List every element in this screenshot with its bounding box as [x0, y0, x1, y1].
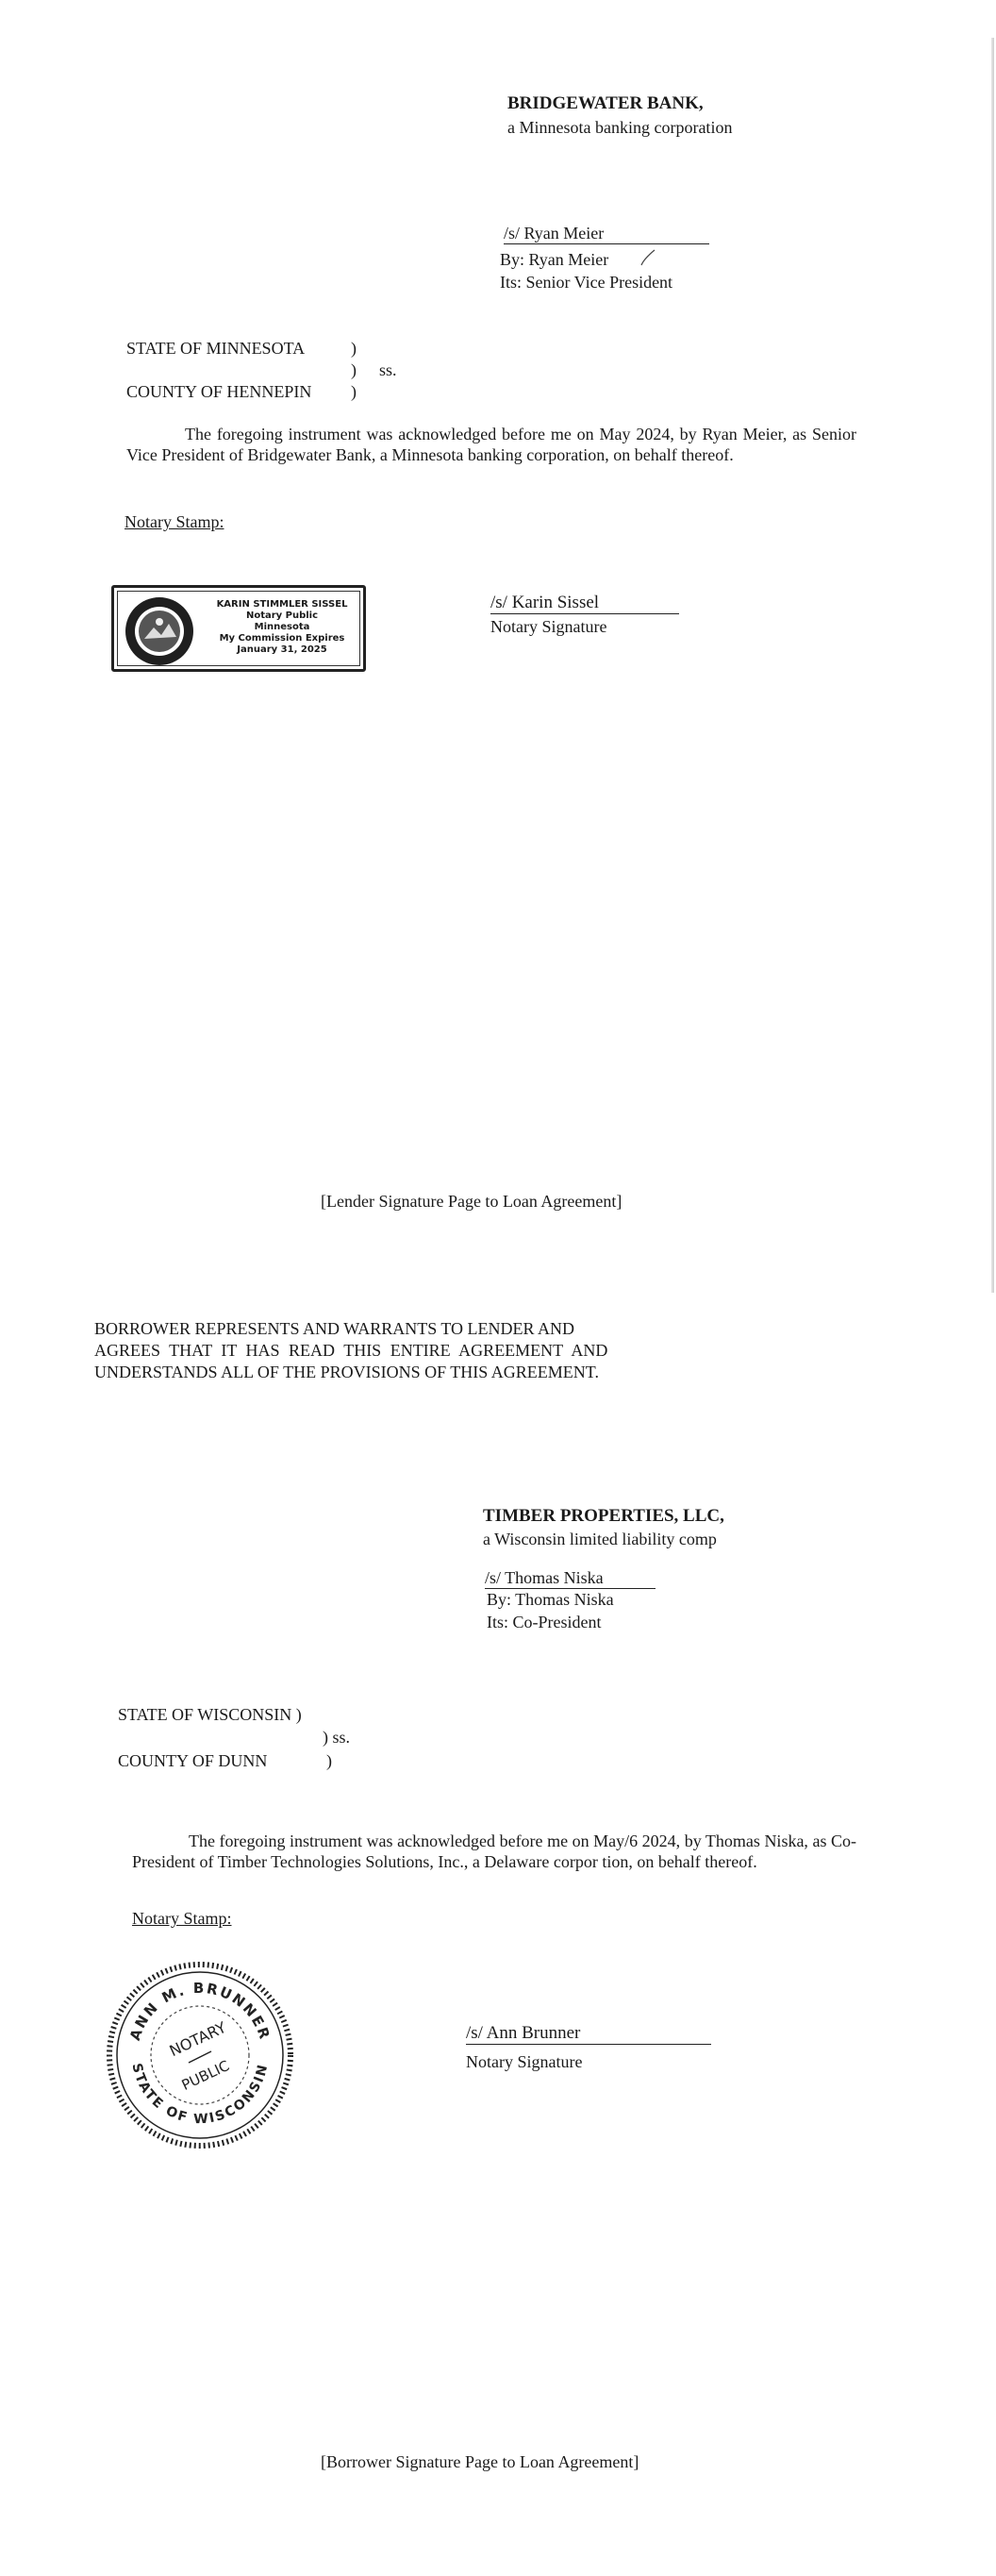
borrower-statement-line-3: UNDERSTANDS ALL OF THE PROVISIONS OF THIS AGREEMENT. — [94, 1363, 599, 1381]
lender-stamp-title: Notary Public — [245, 611, 319, 621]
lender-by-line: By: Ryan Meier — [500, 250, 609, 269]
wisconsin-notary-seal — [106, 1961, 294, 2149]
lender-venue-ss: ss. — [379, 360, 397, 379]
lender-venue-state: STATE OF MINNESOTA — [126, 339, 306, 358]
lender-notary-stamp — [111, 585, 366, 672]
borrower-page-footer: [Borrower Signature Page to Loan Agreement] — [321, 2452, 639, 2471]
lender-notary-signature-line — [490, 592, 679, 614]
borrower-venue-paren: ) — [326, 1751, 332, 1770]
borrower-statement-line-2: AGREES THAT IT HAS READ THIS ENTIRE AGREEMENT AND — [94, 1341, 608, 1360]
borrower-notary-stamp-label: Notary Stamp: — [132, 1909, 232, 1928]
lender-signature: /s/ Ryan Meier — [504, 224, 605, 243]
lender-signature-line — [504, 223, 709, 244]
borrower-its-line: Its: Co-President — [487, 1613, 602, 1631]
lender-entity-name: BRIDGEWATER BANK, — [507, 93, 704, 113]
borrower-venue-ss: ) ss. — [323, 1728, 351, 1747]
lender-venue-paren-3: ) — [351, 382, 357, 401]
lender-notary-stamp-label: Notary Stamp: — [124, 512, 224, 531]
seal-word-notary: NOTARY — [166, 2017, 229, 2061]
signature-stroke-icon — [638, 247, 658, 268]
seal-word-public: PUBLIC — [178, 2056, 232, 2094]
borrower-venue-county: COUNTY OF DUNN — [118, 1751, 268, 1770]
borrower-notary-signature-line — [466, 2022, 711, 2045]
lender-venue-county: COUNTY OF HENNEPIN — [126, 382, 312, 401]
lender-page-footer: [Lender Signature Page to Loan Agreement] — [321, 1192, 622, 1211]
borrower-notary-signature-caption: Notary Signature — [466, 2052, 583, 2071]
lender-stamp-date: January 31, 2025 — [237, 644, 327, 655]
minnesota-seal-icon — [124, 595, 195, 667]
lender-notary-signature: /s/ Karin Sissel — [490, 593, 600, 612]
lender-stamp-name: KARIN STIMMLER SISSEL — [216, 599, 348, 610]
borrower-statement-line-1: BORROWER REPRESENTS AND WARRANTS TO LENDER AND — [94, 1319, 575, 1338]
borrower-by-line: By: Thomas Niska — [487, 1590, 614, 1609]
lender-stamp-commission: My Commission Expires — [219, 633, 345, 644]
lender-acknowledgment: The foregoing instrument was acknowledged before me on May 2024, by Ryan Meier, as Senior Vice President of Bridgewater Bank, a Minnesota banking corporation, on behalf thereof. — [126, 425, 856, 464]
seal-name-text: ANN M. BRUNNER — [125, 1979, 274, 2043]
borrower-acknowledgment: The foregoing instrument was acknowledged before me on May/6 2024, by Thomas Niska, as Co-President of Timber Technologies Solutions, Inc., a Delaware corpor tion, on behalf thereof. — [132, 1832, 856, 1871]
borrower-venue-state: STATE OF WISCONSIN ) — [118, 1705, 302, 1724]
borrower-entity-description: a Wisconsin limited liability comp — [483, 1530, 717, 1548]
lender-venue-paren-1: ) — [351, 339, 357, 358]
seal-state-text: STATE OF WISCONSIN — [128, 2061, 272, 2128]
borrower-signature: /s/ Thomas Niska — [485, 1568, 604, 1587]
lender-venue-paren-2: ) — [351, 360, 357, 379]
lender-entity-description: a Minnesota banking corporation — [507, 118, 733, 137]
lender-its-line: Its: Senior Vice President — [500, 273, 673, 292]
borrower-notary-signature: /s/ Ann Brunner — [466, 2023, 581, 2043]
lender-stamp-state: Minnesota — [254, 622, 310, 632]
borrower-signature-line — [485, 1567, 656, 1589]
page-edge-shadow — [991, 38, 994, 1293]
lender-notary-signature-caption: Notary Signature — [490, 617, 607, 636]
borrower-entity-name: TIMBER PROPERTIES, LLC, — [483, 1506, 724, 1526]
